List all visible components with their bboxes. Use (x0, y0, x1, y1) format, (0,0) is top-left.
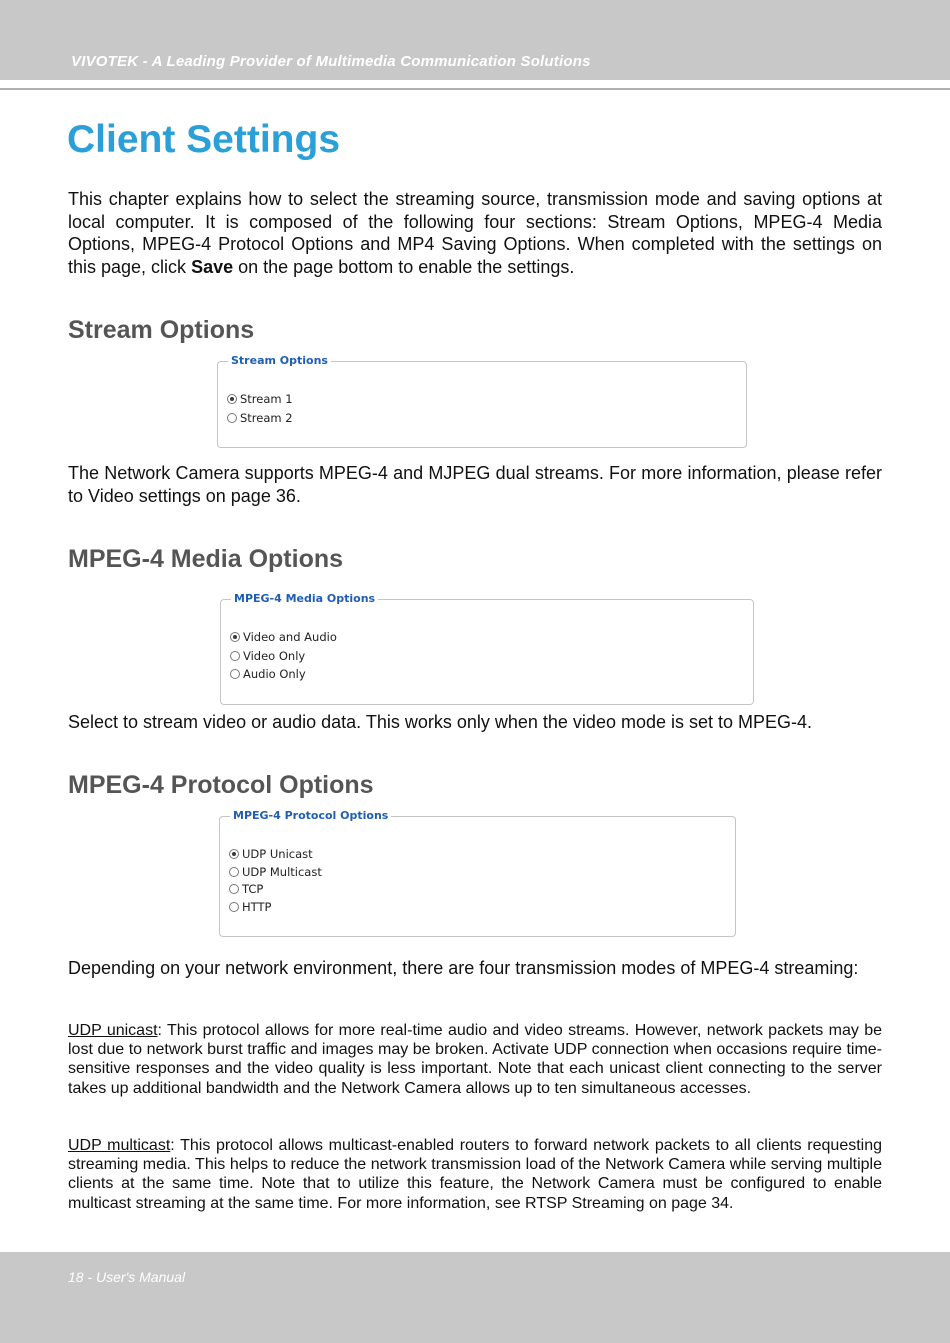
intro-save-keyword: Save (191, 256, 234, 277)
protocol-options-panel-title: MPEG-4 Protocol Options (230, 809, 391, 822)
protocol-options-heading: MPEG-4 Protocol Options (68, 771, 374, 799)
udp-unicast-term: UDP unicast (68, 1022, 158, 1039)
udp-multicast-term: UDP multicast (68, 1137, 171, 1154)
udp-unicast-text: : This protocol allows for more real-time audio and video streams. However, network packets may be lost due to network burst traffic and images may be broken. Activate UDP connection when occasions require time-sensitive responses and the video quality is less important. Note that each unicast client connecting to the server takes up additional bandwidth and the Network Camera allows up to ten simultaneous accesses. (68, 1022, 883, 1097)
stream-options-note: The Network Camera supports MPEG-4 and MJPEG dual streams. For more information, please refer to Video settings on page 36. (68, 463, 882, 506)
intro-paragraph (68, 188, 882, 278)
radio-udp-multicast[interactable]: UDP Multicast (229, 865, 322, 879)
radio-icon[interactable] (229, 902, 239, 912)
radio-audio-only[interactable]: Audio Only (230, 667, 306, 681)
radio-icon[interactable] (229, 884, 239, 894)
radio-video-only[interactable]: Video Only (230, 649, 305, 663)
media-options-panel-title: MPEG-4 Media Options (231, 592, 378, 605)
media-options-heading: MPEG-4 Media Options (68, 545, 344, 573)
udp-multicast-text: : This protocol allows multicast-enabled routers to forward network packets to all clients requesting streaming media. This helps to reduce the network transmission load of the Network Camera while serving multiple clients at the same time. Note that to utilize this feature, the Network Camera must be configured to enable multicast streaming at the same time. For more information, see RTSP Streaming on page 34. (68, 1137, 883, 1212)
intro-text-end: on the page bottom to enable the settings. (233, 256, 575, 277)
stream-options-panel-title: Stream Options (228, 354, 331, 367)
radio-selected-icon[interactable] (227, 394, 237, 404)
radio-http[interactable]: HTTP (229, 900, 271, 914)
radio-tcp[interactable]: TCP (229, 882, 263, 896)
protocol-options-panel (219, 809, 736, 937)
radio-udp-unicast[interactable]: UDP Unicast (229, 847, 313, 861)
intro-text: This chapter explains how to select the streaming source, transmission mode and saving options at local computer. It is composed of the following four sections: Stream Options, MPEG-4 Media Options, MPEG-4 Protocol Options and MP4 Saving Options. When completed with the settings on this page, click (68, 189, 882, 277)
radio-icon[interactable] (230, 669, 240, 679)
radio-stream-2[interactable]: Stream 2 (227, 411, 293, 425)
udp-multicast-paragraph (68, 1136, 882, 1213)
radio-icon[interactable] (227, 413, 237, 423)
stream-options-panel (217, 354, 747, 448)
udp-unicast-paragraph (68, 1021, 882, 1098)
radio-stream-1[interactable]: Stream 1 (227, 392, 293, 406)
header-divider (0, 88, 950, 90)
page-title: Client Settings (67, 118, 341, 161)
media-options-note: Select to stream video or audio data. This works only when the video mode is set to MPEG-4. (68, 712, 813, 732)
radio-icon[interactable] (230, 651, 240, 661)
radio-icon[interactable] (229, 867, 239, 877)
header-tagline: VIVOTEK - A Leading Provider of Multimedia Communication Solutions (71, 53, 591, 70)
footer-bar (0, 1252, 950, 1343)
radio-selected-icon[interactable] (230, 632, 240, 642)
radio-selected-icon[interactable] (229, 849, 239, 859)
radio-video-and-audio[interactable]: Video and Audio (230, 630, 337, 644)
media-options-panel (220, 592, 754, 705)
footer-page-label: 18 - User's Manual (68, 1269, 186, 1285)
stream-options-heading: Stream Options (68, 316, 255, 344)
protocol-options-note: Depending on your network environment, there are four transmission modes of MPEG-4 streaming: (68, 958, 859, 978)
